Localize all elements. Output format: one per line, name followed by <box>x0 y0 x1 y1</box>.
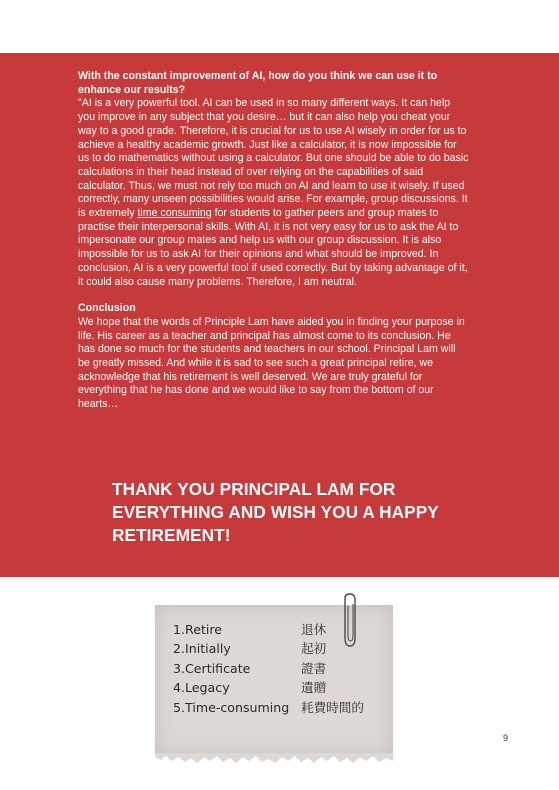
vocabulary-list <box>173 620 388 717</box>
answer-text-part1: "AI is a very powerful tool. AI can be used in so many different ways. It can help you improve in any subject that you desire… but it can also help you cheat your way to a good grade. Therefore, it is crucial for us to use AI wisely in order for us to achieve a healthy academic growth. Just like a calculator, it is now impossible for us to do mathematics without using a calculator. But one should be able to do basic calculations in their head instead of over relying on the capabilities of said calculator. Thus, we must not rely too much on AI and learn to use it wisely. If used correctly, many unseen possibilities would arise. For example, group discussions. It is extremely <box>78 97 469 220</box>
article-body <box>78 70 470 412</box>
vocab-item <box>173 620 388 639</box>
answer-text-part2: for students to gather peers and group mates to practise their interpersonal skills. With AI, it is not very easy for us to ask the AI to impersonate our group mates and help us with our group discussion. It is also impossible for us to ask AI for their opinions and what should be improved. In conclusion, AI is a very powerful tool if used correctly. But by taking advantage of it, it could also cause many problems. Therefore, I am neutral. <box>78 207 468 288</box>
vocab-item <box>173 698 388 717</box>
vocab-item <box>173 678 388 697</box>
vocab-item <box>173 659 388 678</box>
interview-question: With the constant improvement of AI, how do you think we can use it to enhance our results? <box>78 70 438 96</box>
page-number: 9 <box>503 733 509 743</box>
vocab-chinese: 耗費時間的 <box>301 699 364 715</box>
vocab-chinese: 證書 <box>301 660 327 676</box>
conclusion-heading: Conclusion <box>78 302 136 315</box>
interview-answer <box>78 97 470 289</box>
answer-underlined-term: time consuming <box>137 207 212 220</box>
vocab-chinese: 退休 <box>301 622 327 637</box>
vocab-english: 4.Legacy <box>173 680 230 696</box>
thank-you-message: THANK YOU PRINCIPAL LAM FOR EVERYTHING AND WISH YOU A HAPPY RETIREMENT! <box>112 479 439 545</box>
vocab-english: 1.Retire <box>173 622 223 637</box>
vocab-item <box>173 639 388 658</box>
conclusion-text: We hope that the words of Principle Lam have aided you in finding your purpose in life. His career as a teacher and principal has almost come to its conclusion. He has done so much for the students and teachers in our school. Principal Lam will be greatly missed. And while it is sad to see such a great principal retire, we acknowledge that his retirement is well deserved. We are truly grateful for everything that he has done and we would like to say from the bottom of our hearts… <box>78 315 465 411</box>
vocab-english: 2.Initially <box>173 641 231 657</box>
torn-edge <box>155 753 393 765</box>
vocab-chinese: 起初 <box>301 641 327 657</box>
vocab-chinese: 遺贈 <box>301 680 327 696</box>
vocab-english: 5.Time-consuming <box>173 699 290 715</box>
vocab-english: 3.Certificate <box>173 660 251 676</box>
